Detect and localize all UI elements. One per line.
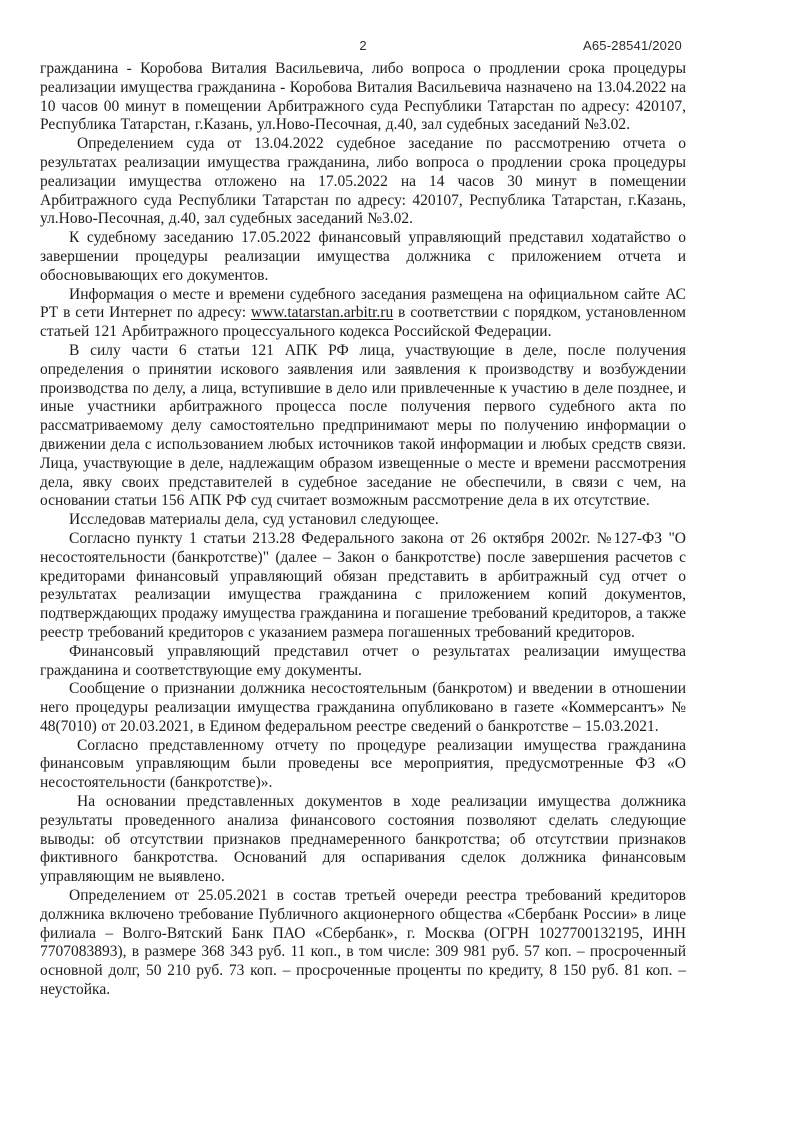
paragraph-hearing-info-website (40, 286, 686, 342)
paragraph-apk-article-121: В силу части 6 статьи 121 АПК РФ лица, участвующие в деле, после получения определения о принятии искового заявления или заявления к производству и возбуждении производства по делу, а лица, вступившие в дело или привлеченные к участию в деле позднее, и иные участники арбитражного процесса после получения первого судебного акта по рассматриваемому делу самостоятельно предпринимают меры по получению информации о движении дела с использованием любых источников такой информации и любых средств связи. Лица, участвующие в деле, надлежащим образом извещенные о месте и времени рассмотрения дела, явку своих представителей в судебное заседание не обеспечили, в связи с чем, на основании статьи 156 АПК РФ суд считает возможным рассмотрение дела в их отсутствие. (40, 341, 686, 510)
paragraph-sberbank-claim: Определением от 25.05.2021 в состав третьей очереди реестра требований кредиторов должника включено требование Публичного акционерного общества «Сбербанк России» в лице филиала – Волго-Вятский Банк ПАО «Сбербанк», г. Москва (ОГРН 1027700132195, ИНН 7707083893), в размере 368 343 руб. 11 коп., в том числе: 309 981 руб. 57 коп. – просроченный основной долг, 50 210 руб. 73 коп. – просроченные проценты по кредиту, 8 150 руб. 81 коп. – неустойка. (40, 887, 686, 999)
paragraph-court-findings-intro: Исследовав материалы дела, суд установил следующее. (69, 511, 439, 529)
case-number: А65-28541/2020 (583, 38, 682, 53)
paragraph-financial-analysis-conclusions: На основании представленных документов в ходе реализации имущества должника результаты проведенного анализа финансового состояния позволяют сделать следующие выводы: об отсутствии признаков преднамеренного банкротства; об отсутствии признаков фиктивного банкротства. Оснований для оспаривания сделок должника финансовым управляющим не выявлено. (40, 793, 686, 886)
page-header (0, 38, 800, 56)
website-text-before: Информация о месте и времени судебного заседания размещена на официальном сайте АС РТ в сети Интернет по адресу: (40, 285, 686, 322)
paragraph-motion-to-complete: К судебному заседанию 17.05.2022 финансовый управляющий представил ходатайство о завершении процедуры реализации имущества должника с приложением отчета и обосновывающих его документов. (40, 229, 686, 284)
website-text-after: в соответствии с порядком, установленном статьей 121 Арбитражного процессуального кодекса Российской Федерации. (40, 304, 686, 341)
document-body (40, 60, 686, 1000)
paragraph-procedures-completed: Согласно представленному отчету по процедуре реализации имущества гражданина финансовым управляющим были проведены все мероприятия, предусмотренные ФЗ «О несостоятельности (банкротстве)». (40, 736, 686, 792)
paragraph-hearing-postponed: Определением суда от 13.04.2022 судебное заседание по рассмотрению отчета о результатах реализации имущества гражданина, либо вопроса о продлении срока процедуры реализации имущества отложено на 17.05.2022 на 14 часов 30 минут в помещении Арбитражного суда Республики Татарстан по адресу: 420107, Республика Татарстан, г.Казань, ул.Ново-Песочная, д.40, зал судебных заседаний №3.02. (40, 135, 686, 228)
paragraph-manager-report-submitted: Финансовый управляющий представил отчет о результатах реализации имущества гражданина и соответствующие ему документы. (40, 642, 686, 679)
paragraph-kommersant-publication: Сообщение о признании должника несостоятельным (банкротом) и введении в отношении него процедуры реализации имущества гражданина опубликовано в газете «Коммерсантъ» № 48(7010) от 20.03.2021, в Едином федеральном реестре сведений о банкротстве – 15.03.2021. (40, 680, 686, 735)
court-website-url: www.tatarstan.arbitr.ru (250, 304, 394, 322)
page-number: 2 (359, 38, 367, 53)
paragraph-continuation-hearing-schedule: гражданина - Коробова Виталия Васильевича, либо вопроса о продлении срока процедуры реализации имущества гражданина - Коробова Виталия Васильевича назначено на 13.04.2022 на 10 часов 00 минут в помещении Арбитражного суда Республики Татарстан по адресу: 420107, Республика Татарстан, г.Казань, ул.Ново-Песочная, д.40, зал судебных заседаний №3.02. (40, 60, 686, 134)
paragraph-bankruptcy-law-213-28: Согласно пункту 1 статьи 213.28 Федерального закона от 26 октября 2002г. №127-ФЗ "О несостоятельности (банкротстве)" (далее – Закон о банкротстве) после завершения расчетов с кредиторами финансовый управляющий обязан представить в арбитражный суд отчет о результатах реализации имущества гражданина с приложением копий документов, подтверждающих продажу имущества гражданина и погашение требований кредиторов, а также реестр требований кредиторов с указанием размера погашенных требований кредиторов. (40, 529, 686, 641)
